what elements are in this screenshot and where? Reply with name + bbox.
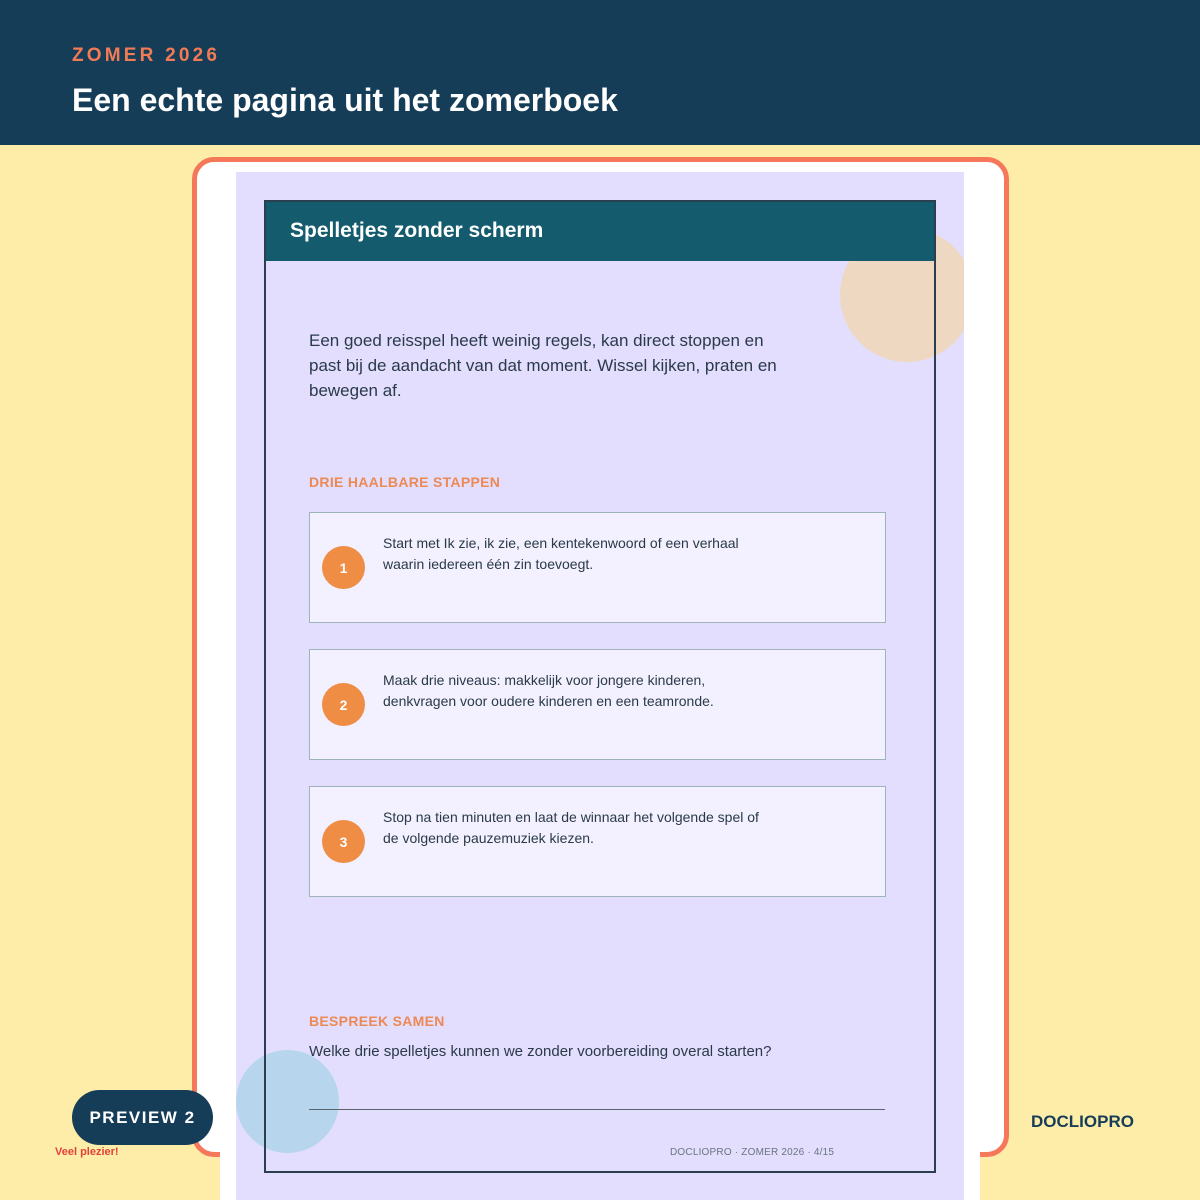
- preview-badge: PREVIEW 2: [72, 1090, 213, 1145]
- worksheet-page: [236, 172, 964, 1200]
- step-card: [309, 649, 886, 760]
- top-banner: [0, 0, 1200, 145]
- banner-headline: Een echte pagina uit het zomerboek: [72, 82, 618, 118]
- step-text: Stop na tien minuten en laat de winnaar het volgende spel of de volgende pauzemuziek kiezen.: [383, 809, 759, 846]
- brand-logo-text: DOCLIOPRO: [1031, 1112, 1134, 1131]
- step-card: [309, 786, 886, 897]
- step-card: [309, 512, 886, 623]
- worksheet-border: [264, 200, 936, 1173]
- footer-page-info: DOCLIOPRO · ZOMER 2026 · 4/15: [670, 1147, 835, 1158]
- step-number-badge: 3: [322, 820, 365, 863]
- steps-heading: DRIE HAALBARE STAPPEN: [309, 474, 501, 490]
- step-text: Maak drie niveaus: makkelijk voor jongere kinderen, denkvragen voor oudere kinderen en een teamronde.: [383, 672, 714, 709]
- worksheet-title: Spelletjes zonder scherm: [290, 219, 544, 242]
- footer-tagline: Veel plezier!: [55, 1146, 119, 1158]
- banner-eyebrow: ZOMER 2026: [72, 45, 221, 66]
- answer-line: [309, 1109, 885, 1110]
- discuss-heading: BESPREEK SAMEN: [309, 1013, 445, 1029]
- step-text: Start met Ik zie, ik zie, een kentekenwoord of een verhaal waarin iedereen één zin toevoegt.: [383, 535, 739, 572]
- step-number-badge: 2: [322, 683, 365, 726]
- discussion-question: Welke drie spelletjes kunnen we zonder voorbereiding overal starten?: [309, 1043, 772, 1060]
- step-number-badge: 1: [322, 546, 365, 589]
- worksheet-header: [266, 202, 934, 261]
- intro-paragraph: Een goed reisspel heeft weinig regels, kan direct stoppen en past bij de aandacht van dat moment. Wissel kijken, praten en bewegen af.: [309, 331, 777, 400]
